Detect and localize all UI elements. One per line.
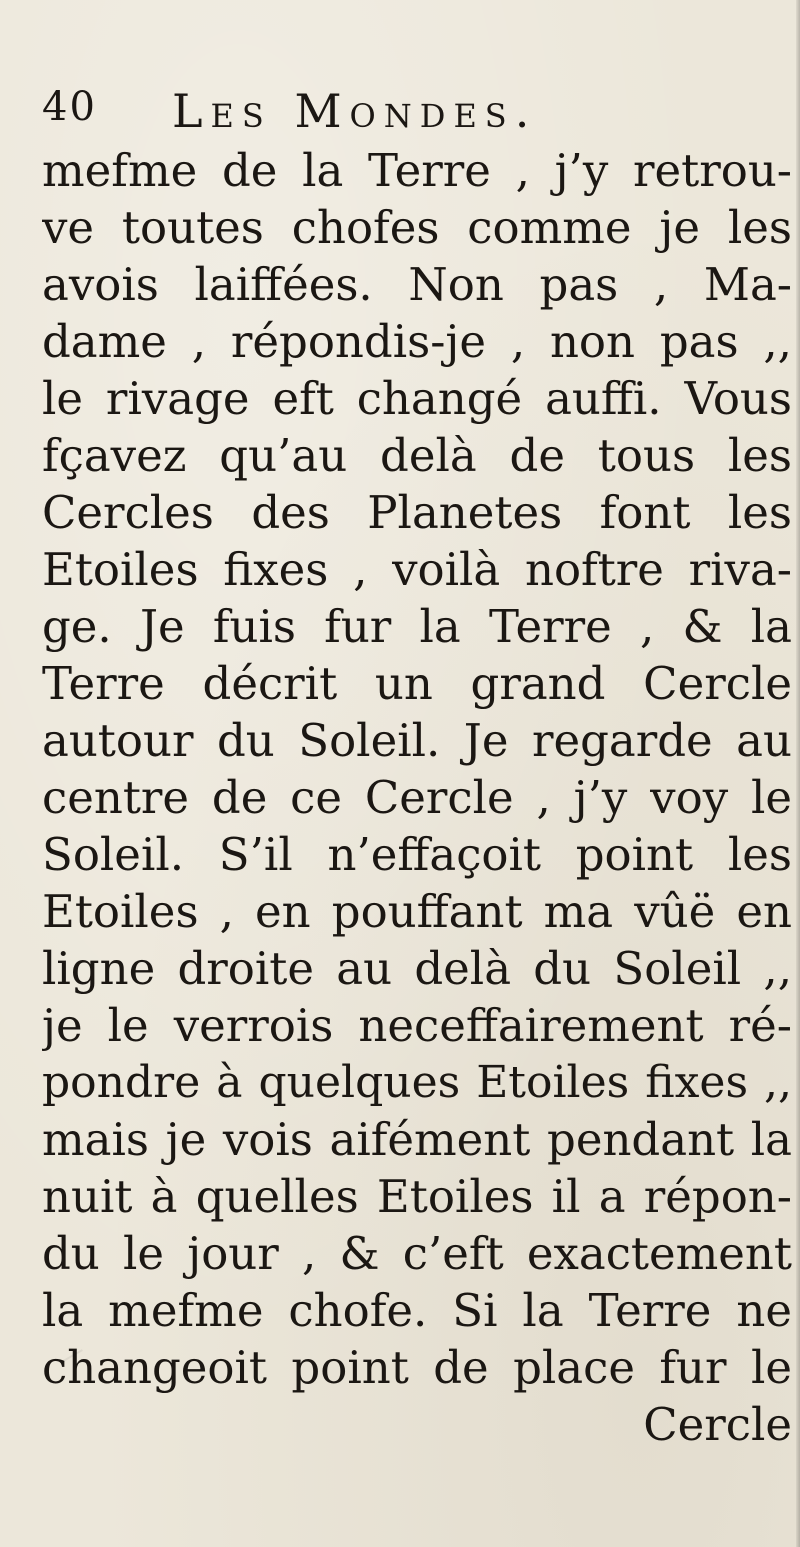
text-line: avois laiffées. Non pas , Ma-	[42, 258, 792, 311]
running-title: Les Mondes.	[172, 84, 538, 138]
page-header	[42, 84, 782, 140]
text-line: mais je vois aifément pendant la	[42, 1113, 792, 1166]
text-line: je le verrois neceffairement ré-	[42, 999, 792, 1052]
body-text	[42, 142, 792, 1453]
text-line: la mefme chofe. Si la Terre ne	[42, 1284, 792, 1337]
text-line: du le jour , & c’eft exactement	[42, 1227, 792, 1280]
text-line: autour du Soleil. Je regarde au	[42, 714, 792, 767]
text-line: le rivage eft changé auffi. Vous	[42, 372, 792, 425]
text-line: Terre décrit un grand Cercle	[42, 657, 792, 710]
text-line: changeoit point de place fur le	[42, 1341, 792, 1394]
text-line: Etoiles fixes , voilà noftre riva-	[42, 543, 792, 596]
catchword: Cercle	[643, 1398, 792, 1451]
text-line: Etoiles , en pouffant ma vûë en	[42, 885, 792, 938]
text-line: centre de ce Cercle , j’y voy le	[42, 771, 792, 824]
text-line: dame , répondis-je , non pas ,,	[42, 315, 792, 368]
text-line: mefme de la Terre , j’y retrou-	[42, 144, 792, 197]
text-line: ligne droite au delà du Soleil ,,	[42, 942, 792, 995]
text-line: pondre à quelques Etoiles fixes ,,	[42, 1057, 792, 1108]
text-line: nuit à quelles Etoiles il a répon-	[42, 1170, 792, 1223]
text-line: ve toutes chofes comme je les	[42, 201, 792, 254]
text-line: ge. Je fuis fur la Terre , & la	[42, 600, 792, 653]
page-number: 40	[42, 84, 97, 130]
text-line: fçavez qu’au delà de tous les	[42, 429, 792, 482]
text-line: Soleil. S’il n’effaçoit point les	[42, 828, 792, 881]
page-edge	[796, 0, 800, 1547]
text-line: Cercles des Planetes font les	[42, 486, 792, 539]
